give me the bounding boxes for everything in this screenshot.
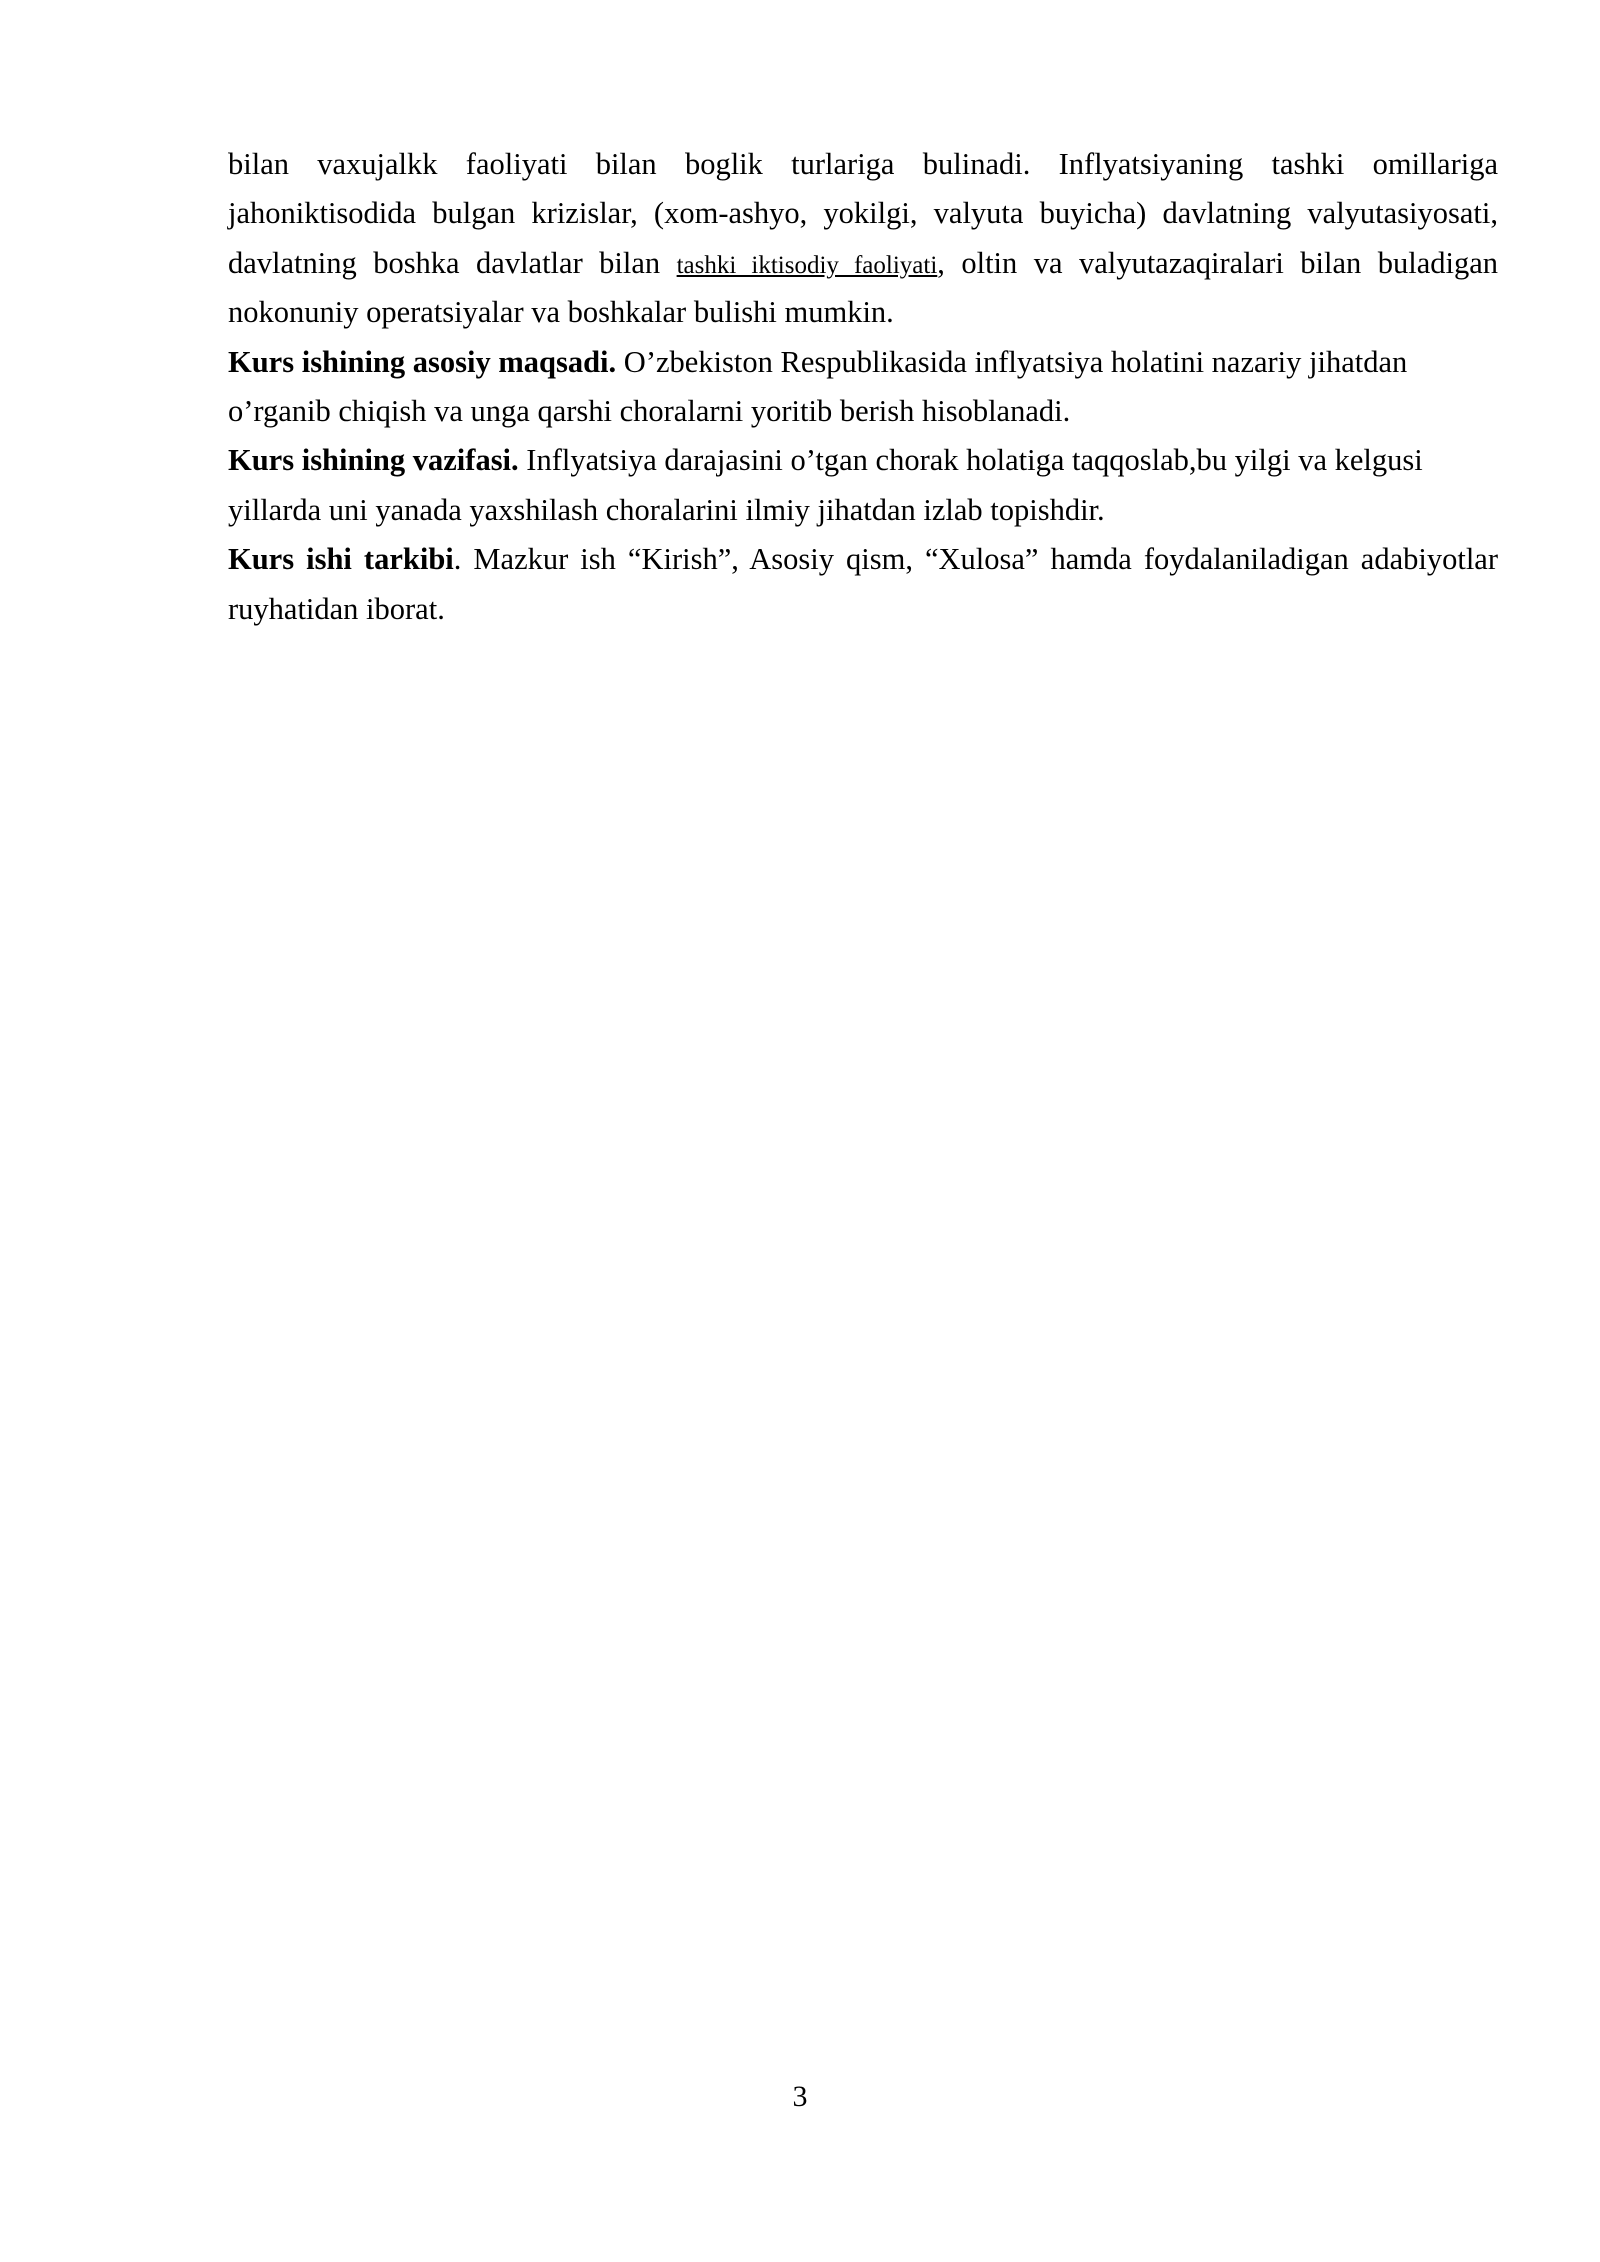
paragraph-intro — [228, 140, 1498, 338]
paragraph-text: O’zbekiston Respublikasida inflyatsiya holatini nazariy jihatdan o’rganib chiqish va unga qarshi choralarni yoritib berish hisoblanadi. — [228, 344, 1408, 429]
paragraph-text: , oltin va valyutazaqiralari bilan buladigan nokonuniy operatsiyalar va boshkalar bulishi mumkin. — [228, 245, 1498, 330]
paragraph-tarkibi — [228, 535, 1498, 634]
document-body — [228, 140, 1498, 634]
paragraph-text: . Mazkur ish “Kirish”, Asosiy qism, “Xulosa” hamda foydalaniladigan adabiyotlar ruyhatidan iborat. — [228, 542, 1498, 626]
underlined-term: tashki iktisodiy faoliyati — [676, 251, 938, 279]
paragraph-vazifasi — [228, 436, 1498, 535]
paragraph-lead-in: Kurs ishining asosiy maqsadi. — [228, 344, 617, 379]
paragraph-text: bilan vaxujalkk faoliyati bilan boglik turlariga bulinadi. Inflyatsiyaning tashki omillariga jahoniktisodida bulgan krizislar, (xom-ashyo, yokilgi, valyuta buyicha) davlatning valyutasiyosati, davlatning boshka davlatlar bilan — [228, 147, 1498, 280]
paragraph-asosiy-maqsadi — [228, 338, 1498, 437]
paragraph-lead-in: Kurs ishining vazifasi. — [228, 443, 519, 478]
paragraph-lead-in: Kurs ishi tarkibi — [228, 542, 454, 577]
paragraph-text: Inflyatsiya darajasini o’tgan chorak holatiga taqqoslab,bu yilgi va kelgusi yillarda uni yanada yaxshilash choralarini ilmiy jihatdan izlab topishdir. — [228, 443, 1423, 527]
page-number: 3 — [792, 2080, 808, 2113]
